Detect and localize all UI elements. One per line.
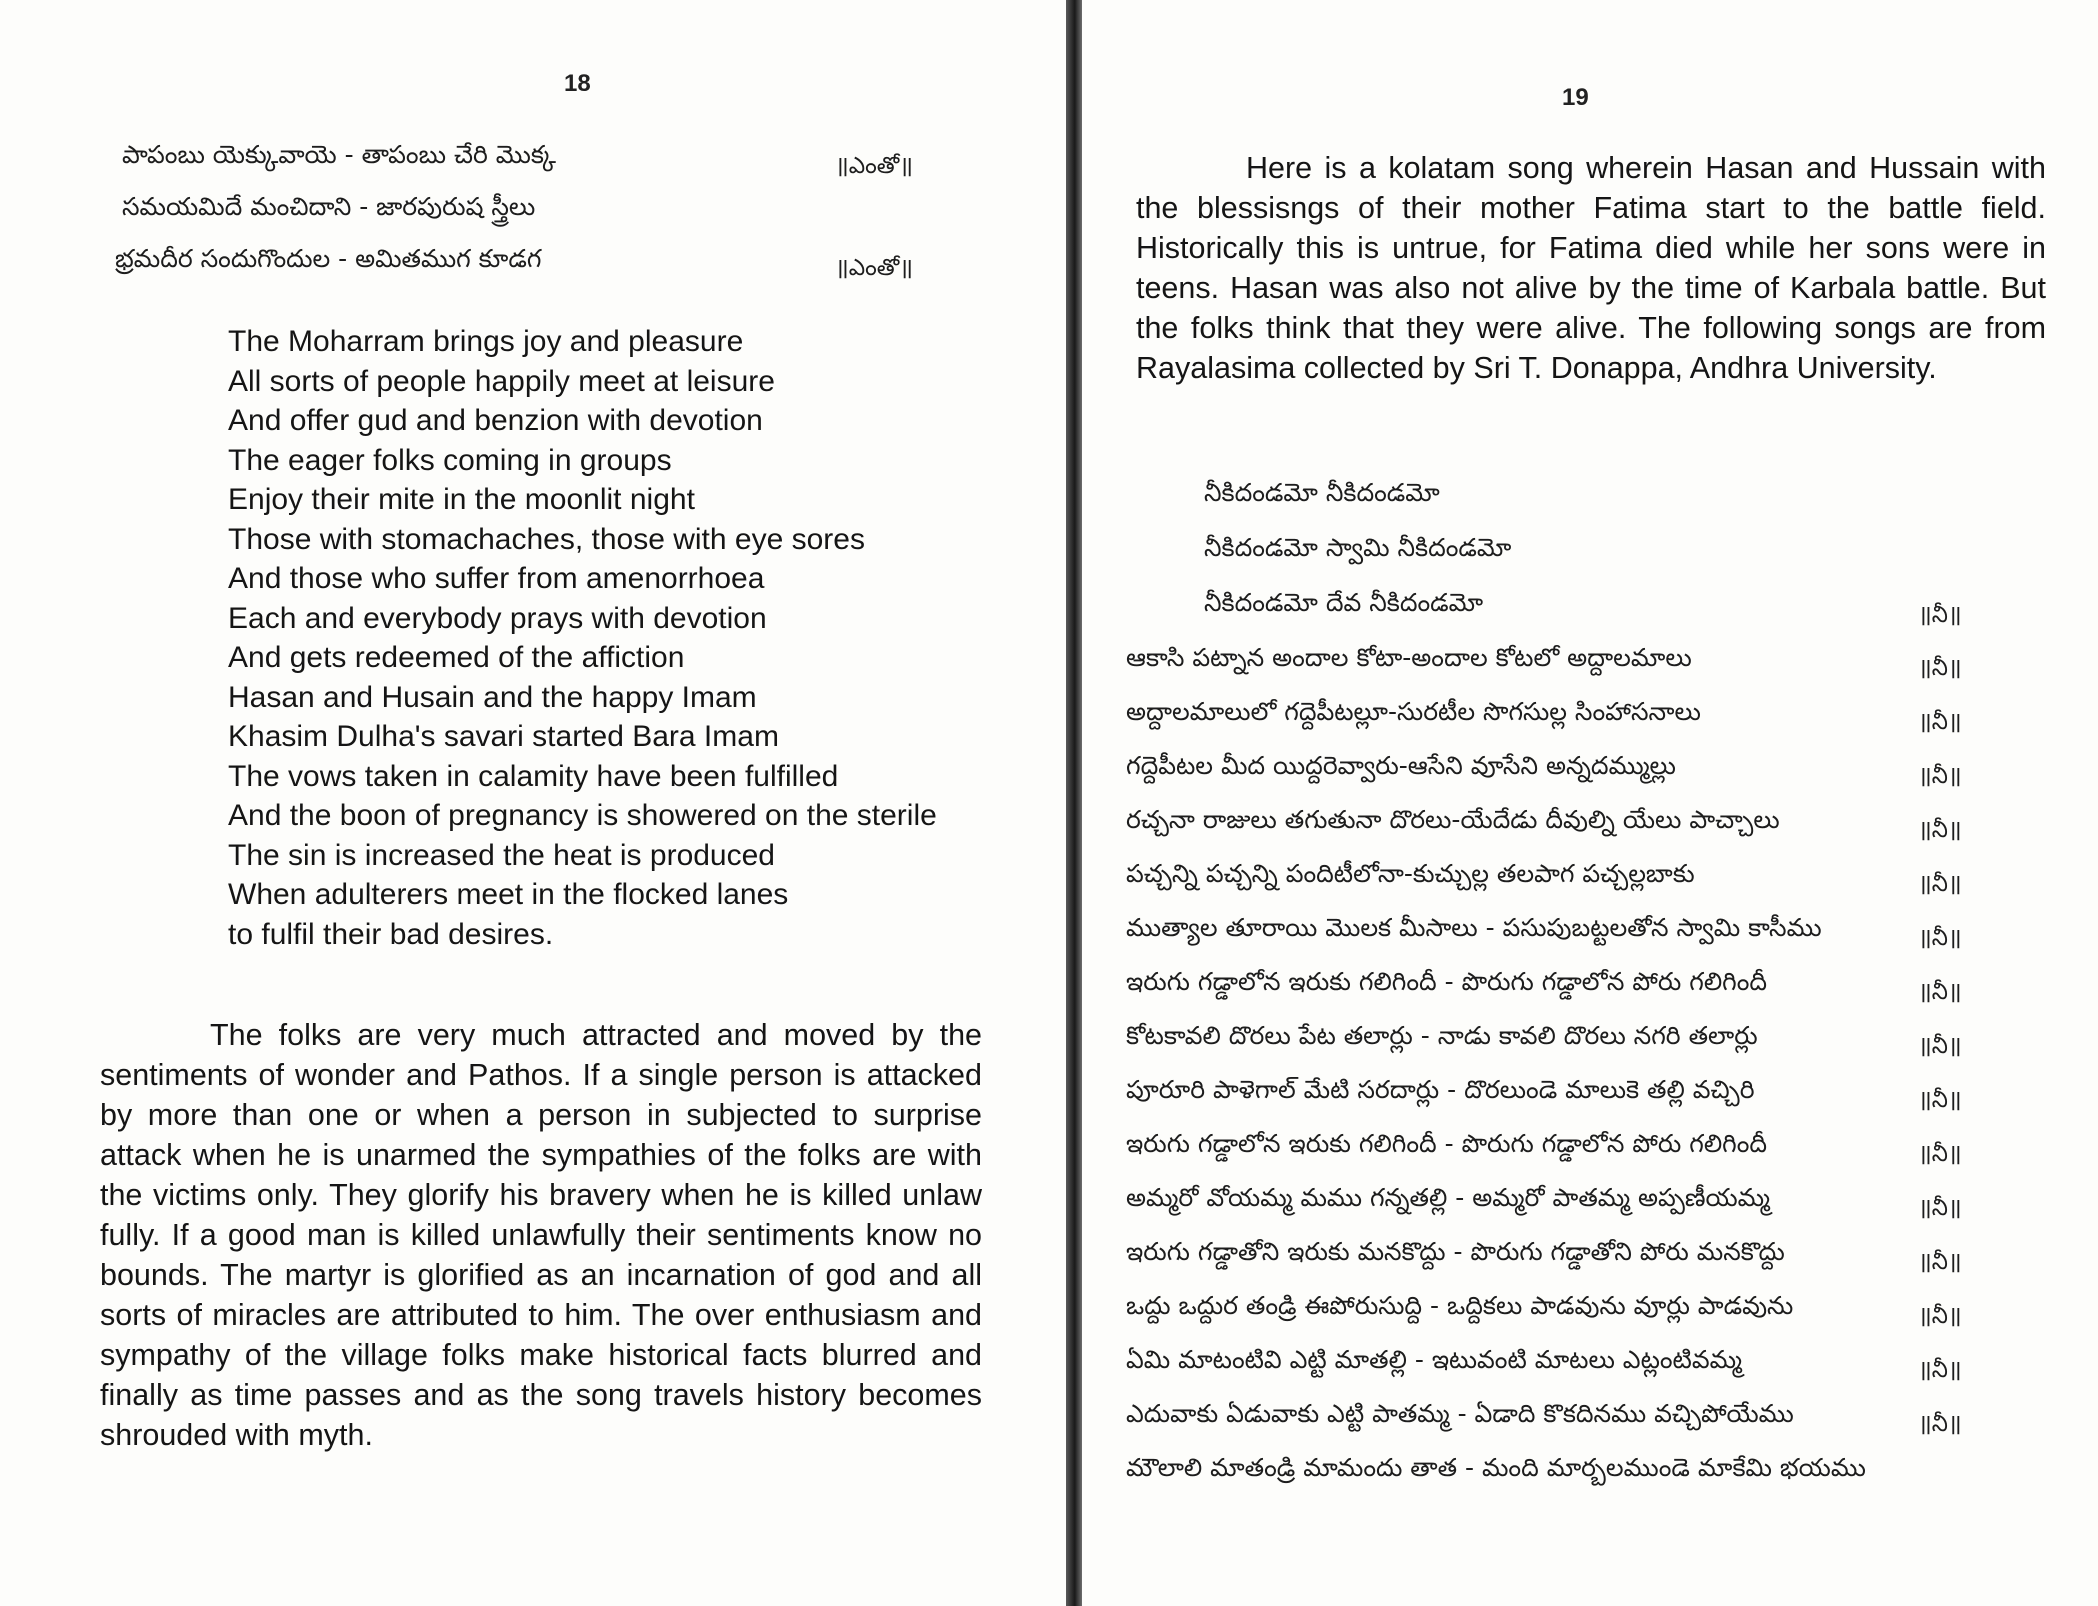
paragraph-text: Here is a kolatam song wherein Hasan and Hussain with the blessisngs of their mother Fatima start to the battle field. Historically this is untrue, for Fatima died while her sons were in teens. Hasan was also not alive by the time of Karbala battle. But the folks think that they were alive. The following songs are from Rayalasima collected by Sri T. Donappa, Andhra University. [1136,151,2046,385]
song-line: అద్దాలమాలులో గద్దెపీటల్లూ-సురటీల సొగసుల్ల సింహాసనాలు [1126,697,1701,726]
refrain-mark: ॥నీ॥ [1918,763,1962,789]
poem-line: Enjoy their mite in the moonlit night [228,483,695,516]
song-line: పచ్చన్ని పచ్చన్ని పందిటీలోనా-కుచ్చుల్ల తలపాగ పచ్చల్లబాకు [1126,859,1695,888]
right-page [1082,0,2098,1606]
song-line: అమ్మరో వోయమ్మ మము గన్నతల్లి - అమ్మరో పాతమ్మ అప్పణీయమ్మ [1126,1183,1771,1212]
song-line: ఎదువాకు ఏడువాకు ఎట్టి పాతమ్మ - ఏడాది కొకదినము వచ్చిపోయేము [1126,1399,1794,1428]
poem-line: The eager folks coming in groups [228,443,672,477]
poem-line: Each and everybody prays with devotion [228,601,767,635]
paragraph-text: The folks are very much attracted and moved by the sentiments of wonder and Pathos. If a single person is attacked by more than one or when a person in subjected to surprise attack when he is unarmed the sympathies of the folks are with the victims only. They glorify his bravery when he is killed unlaw fully. If a good man is killed unlawfully their sentiments know no bounds. The martyr is glorified as an incarnation of god and all sorts of miracles are attributed to him. The over enthusiasm and sympathy of the village folks make historical facts blurred and finally as time passes and as the song travels history becomes shrouded with myth. [100,1018,982,1452]
book-spine [1066,0,1082,1606]
refrain-mark: ॥నీ॥ [1918,709,1962,735]
poem-line: When adulterers meet in the flocked lanes [228,878,789,911]
song-line: రచ్చనా రాజులు తగుతునా దొరలు-యేదేడు దీవుల్ని యేలు పాచ్చాలు [1126,805,1780,834]
song-line: ఇరుగు గడ్డాలోన ఇరుకు గలిగిందీ - పొరుగు గడ్డాలోన పోరు గలిగిందీ [1126,967,1768,996]
song-line: మౌలాలి మాతండ్రి మామందు తాత - మంది మార్బలముండె మాకేమి భయము [1126,1453,1866,1482]
poem-line: And gets redeemed of the affiction [228,641,685,674]
refrain-mark: ॥నీ॥ [1918,1033,1962,1059]
refrain-mark: ॥నీ॥ [1918,602,1962,628]
refrain-mark: ॥ఎంతో॥ [835,255,914,281]
refrain-line: నీకిదండమో దేవ నీకిదండమో [1204,588,1484,617]
refrain-mark: ॥నీ॥ [1918,1087,1962,1113]
refrain-mark: ॥నీ॥ [1918,1141,1962,1167]
song-line: ముత్యాల తూరాయి మొలక మీసాలు - పసుపుబట్టలతోన స్వామి కాసీము [1126,913,1822,942]
poem-line: The vows taken in calamity have been fulfilled [228,759,839,793]
poem-line: The sin is increased the heat is produced [228,838,775,872]
body-paragraph-right [1136,148,2046,388]
refrain-mark: ॥నీ॥ [1918,1411,1962,1437]
song-line: ఇరుగు గడ్డాలోన ఇరుకు గలిగిందీ - పొరుగు గడ్డాలోన పోరు గలిగిందీ [1126,1129,1768,1158]
song-line: ఏమి మాటంటివి ఎట్టి మాతల్లి - ఇటువంటి మాటలు ఎట్లంటివమ్మ [1126,1345,1742,1374]
refrain-mark: ॥నీ॥ [1918,1357,1962,1383]
song-line: పూరూరి పాళెగాల్ మేటి సరదార్లు - దొరలుండె మాలుకె తల్లి వచ్చిరి [1126,1075,1755,1104]
poem-line: Hasan and Husain and the happy Imam [228,680,757,714]
poem-line: And those who suffer from amenorrhoea [228,562,765,595]
telugu-line: భ్రమదీర సందుగొందుల - అమితముగ కూడగ [115,244,542,273]
song-line: ఒద్దు ఒద్దుర తండ్రి ఈపోరుసుద్ది - ఒద్దికలు పాడవును వూర్లు పాడవును [1126,1291,1794,1320]
poem-line: Khasim Dulha's savari started Bara Imam [228,720,779,753]
poem-line: And the boon of pregnancy is showered on the sterile [228,799,937,832]
refrain-line: నీకిదండమో స్వామి నీకిదండమో [1204,533,1512,562]
poem [228,322,937,954]
refrain-mark: ॥నీ॥ [1918,655,1962,681]
page-number-right: 19 [1562,84,1589,111]
song-line: ఇరుగు గడ్డాతోని ఇరుకు మనకొద్దు - పొరుగు గడ్డాతోని పోరు మనకొద్దు [1126,1237,1785,1266]
song-line: కోటకావలి దొరలు పేట తలార్లు - నాడు కావలి దొరలు నగరి తలార్లు [1126,1021,1758,1050]
poem-line: The Moharram brings joy and pleasure [228,325,744,358]
refrain-mark: ॥ఎంతో॥ [835,153,914,179]
song-line: గద్దెపీటల మీద యిద్దరెవ్వారు-ఆసేని వూసేని అన్నదమ్ముల్లు [1126,751,1676,780]
refrain-line: నీకిదండమో నీకిదండమో [1204,478,1440,507]
refrain-mark: ॥నీ॥ [1918,871,1962,897]
refrain-mark: ॥నీ॥ [1918,979,1962,1005]
poem-line: to fulfil their bad desires. [228,917,554,951]
body-paragraph-left [100,1015,982,1455]
refrain-mark: ॥నీ॥ [1918,817,1962,843]
refrain-mark: ॥నీ॥ [1918,1249,1962,1275]
refrain-mark: ॥నీ॥ [1918,1303,1962,1329]
page-number-left: 18 [564,70,591,97]
refrain-mark: ॥నీ॥ [1918,925,1962,951]
telugu-line: సమయమిదే మంచిదాని - జారపురుష స్త్రీలు [122,192,536,221]
telugu-line: పాపంబు యెక్కువాయె - తాపంబు చేరి మొక్క [122,140,556,169]
poem-line: All sorts of people happily meet at leisure [228,364,775,398]
poem-line: Those with stomachaches, those with eye sores [228,522,865,556]
refrain-mark: ॥నీ॥ [1918,1195,1962,1221]
song-line: ఆకాసి పట్నాన అందాల కోటా-అందాల కోటలో అద్దాలమాలు [1126,643,1692,672]
poem-line: And offer gud and benzion with devotion [228,404,763,437]
